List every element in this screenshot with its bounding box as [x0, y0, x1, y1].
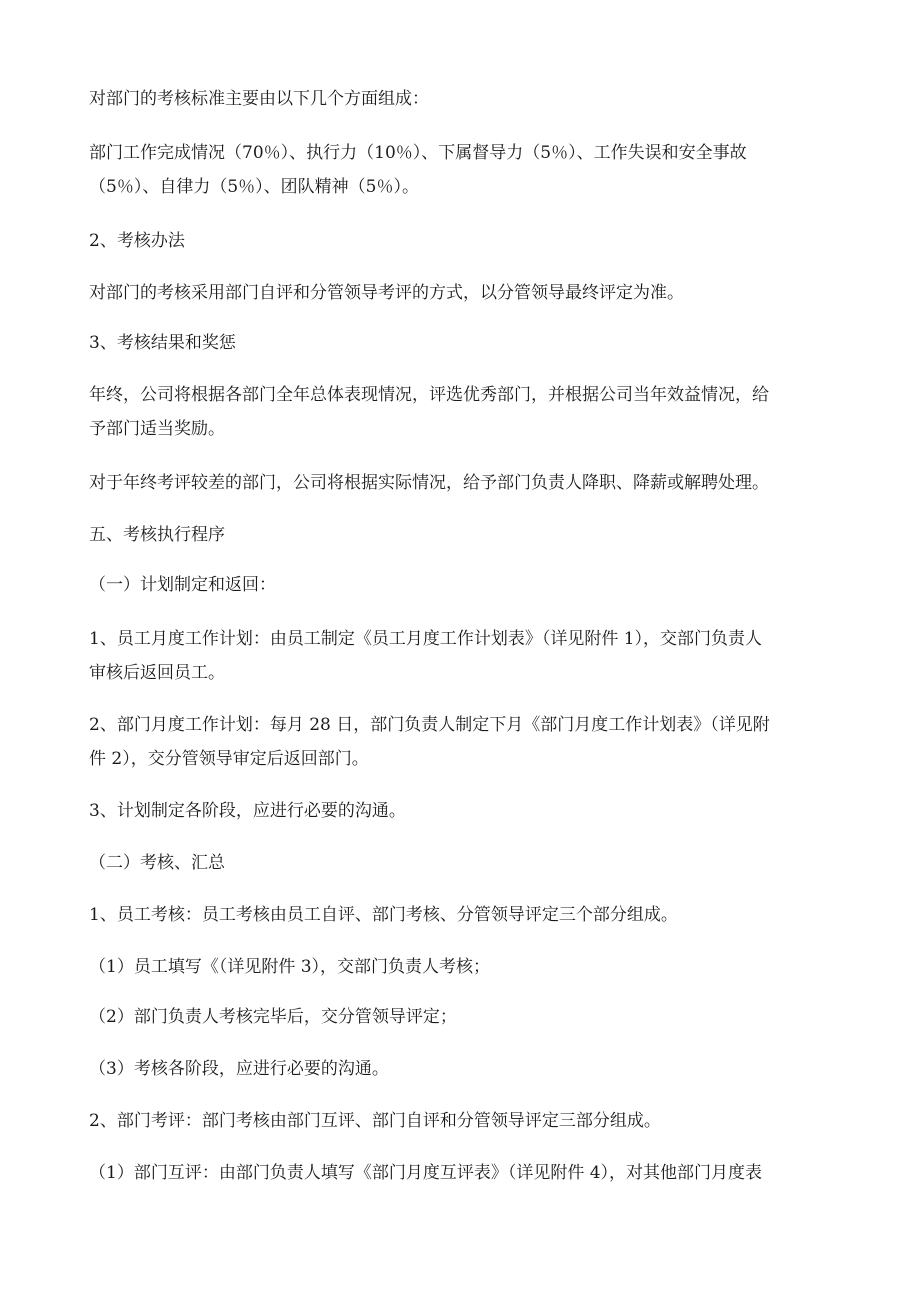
paragraph-employee-assessment — [89, 898, 849, 932]
text-line: 部门工作完成情况（70％）、执行力（10％）、下属督导力（5％）、工作失误和安全事故 — [89, 143, 747, 163]
paragraph-year-end-penalties — [89, 466, 849, 500]
text-line: （3）考核各阶段，应进行必要的沟通。 — [89, 1059, 389, 1079]
text-line: 对于年终考评较差的部门，公司将根据实际情况，给予部门负责人降职、降薪或解聘处理。 — [89, 473, 769, 493]
text-line: （2）部门负责人考核完毕后，交分管领导评定； — [89, 1007, 457, 1027]
text-line: 3、计划制定各阶段，应进行必要的沟通。 — [89, 801, 406, 821]
paragraph-employee-form-step — [89, 950, 849, 984]
text-line: 2、部门考评：部门考核由部门互评、部门自评和分管领导评定三部分组成。 — [89, 1111, 661, 1131]
text-line: 2、考核办法 — [89, 231, 185, 251]
paragraph-department-head-step — [89, 1000, 849, 1034]
paragraph-year-end-rewards — [89, 378, 849, 446]
text-line: （二）考核、汇总 — [89, 853, 225, 873]
text-line: 3、考核结果和奖惩 — [89, 333, 236, 353]
paragraph-assessment-method — [89, 276, 849, 310]
text-line: （1）员工填写《（详见附件 3），交部门负责人考核； — [89, 957, 491, 977]
text-line: 五、考核执行程序 — [89, 525, 225, 545]
heading-assessment-method — [89, 224, 849, 258]
text-line: 予部门适当奖励。 — [89, 419, 225, 439]
text-line: 对部门的考核采用部门自评和分管领导考评的方式，以分管领导最终评定为准。 — [89, 283, 684, 303]
heading-execution-procedure — [89, 518, 849, 552]
paragraph-assessment-weights — [89, 136, 849, 204]
paragraph-department-assessment — [89, 1104, 849, 1138]
paragraph-employee-monthly-plan — [89, 622, 849, 690]
text-line: （一）计划制定和返回： — [89, 575, 276, 595]
paragraph-assessment-criteria-intro — [89, 82, 849, 116]
heading-assessment-summary — [89, 846, 849, 880]
text-line: 1、员工月度工作计划：由员工制定《员工月度工作计划表》（详见附件 1），交部门负责人 — [89, 629, 763, 649]
text-line: 件 2），交分管领导审定后返回部门。 — [89, 749, 369, 769]
heading-results-rewards — [89, 326, 849, 360]
text-line: 1、员工考核：员工考核由员工自评、部门考核、分管领导评定三个部分组成。 — [89, 905, 678, 925]
paragraph-assessment-communication — [89, 1052, 849, 1086]
text-line: 年终，公司将根据各部门全年总体表现情况，评选优秀部门，并根据公司当年效益情况，给 — [89, 385, 769, 405]
paragraph-department-peer-review — [89, 1156, 849, 1190]
text-line: （5％）、自律力（5％）、团队精神（5％）。 — [89, 177, 419, 197]
heading-plan-making — [89, 568, 849, 602]
paragraph-plan-communication — [89, 794, 849, 828]
text-line: 审核后返回员工。 — [89, 663, 225, 683]
text-line: 2、部门月度工作计划：每月 28 日，部门负责人制定下月《部门月度工作计划表》（详见附 — [89, 715, 770, 735]
paragraph-department-monthly-plan — [89, 708, 849, 776]
text-line: （1）部门互评：由部门负责人填写《部门月度互评表》（详见附件 4），对其他部门月度表 — [89, 1163, 763, 1183]
text-line: 对部门的考核标准主要由以下几个方面组成： — [89, 89, 429, 109]
